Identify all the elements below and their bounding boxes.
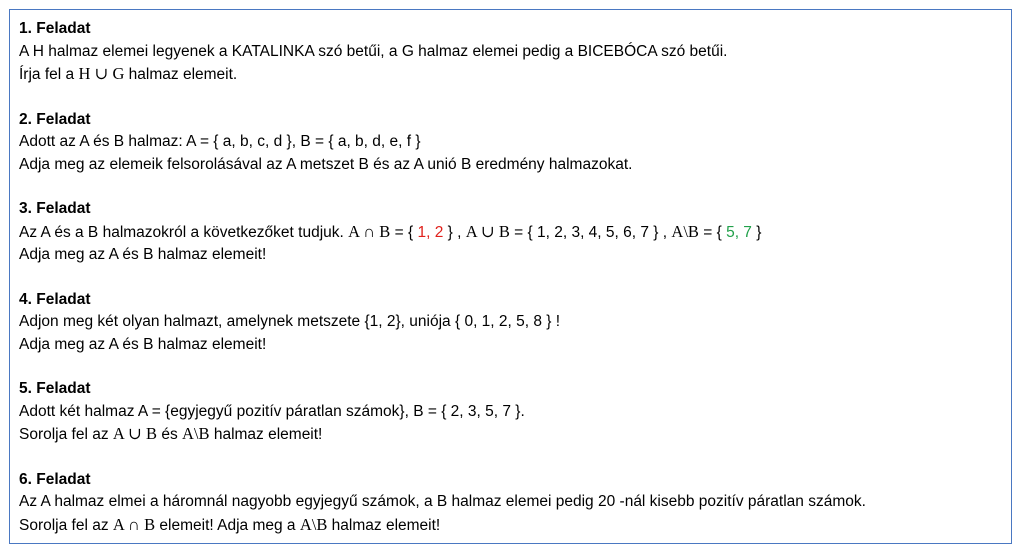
- text-segment: halmaz elemeit!: [327, 516, 441, 534]
- text-segment: Írja fel a: [19, 66, 79, 83]
- task-title: 1. Feladat: [19, 20, 91, 37]
- task-title: 6. Feladat: [19, 470, 91, 488]
- text-segment: halmaz elemeit.: [124, 66, 238, 83]
- text-segment: = {: [390, 223, 418, 241]
- task-title: 4. Feladat: [19, 290, 91, 308]
- task-5: [19, 378, 1011, 447]
- math-expression: A\B: [182, 424, 210, 443]
- text-segment: = { 1, 2, 3, 4, 5, 6, 7 } ,: [509, 223, 672, 241]
- task-title: 3. Feladat: [19, 200, 91, 217]
- task-6: [19, 469, 1011, 538]
- math-expression: A ∪ B: [465, 221, 510, 241]
- task-question: [19, 63, 1011, 87]
- text-segment: és: [157, 426, 182, 443]
- task-question: [19, 514, 1011, 538]
- text-segment: elemeit! Adja meg a: [155, 516, 300, 534]
- text-segment: Sorolja fel az: [19, 516, 113, 534]
- text-segment: = {: [698, 223, 727, 241]
- task-text: Adjon meg két olyan halmazt, amelynek metszete {1, 2}, uniója { 0, 1, 2, 5, 8 } !: [19, 313, 561, 330]
- task-2: [19, 109, 1011, 177]
- math-expression: A\B: [299, 514, 328, 534]
- exercise-box: [9, 9, 1012, 544]
- task-3: [19, 198, 1011, 267]
- text-segment: Sorolja fel az: [19, 426, 113, 443]
- math-expression: A\B: [671, 221, 699, 241]
- task-question: Adja meg az A és B halmaz elemeit!: [19, 246, 267, 263]
- task-title: 2. Feladat: [19, 110, 91, 128]
- math-expression: H ∪ G: [78, 64, 125, 83]
- text-segment: halmaz elemeit!: [209, 426, 323, 443]
- task-question: Adja meg az A és B halmaz elemeit!: [19, 335, 267, 353]
- text-segment: }: [751, 223, 762, 241]
- task-text: [19, 221, 1011, 245]
- task-text: A H halmaz elemei legyenek a KATALINKA szó betűi, a G halmaz elemei pedig a BICEBÓCA szó betűi.: [19, 42, 728, 60]
- task-4: [19, 289, 1011, 357]
- task-title: 5. Feladat: [19, 380, 91, 397]
- task-question: [19, 423, 1011, 447]
- task-1: [19, 18, 1011, 87]
- math-expression: A ∩ B: [112, 514, 156, 534]
- math-expression: A ∩ B: [348, 221, 391, 241]
- math-expression: A ∪ B: [112, 424, 158, 443]
- highlight-green: 5, 7: [726, 223, 752, 241]
- text-segment: } ,: [443, 223, 466, 241]
- task-text: Az A halmaz elmei a háromnál nagyobb egyjegyű számok, a B halmaz elemei pedig 20 -nál kisebb pozitív páratlan számok.: [19, 493, 866, 510]
- task-question: Adja meg az elemeik felsorolásával az A metszet B és az A unió B eredmény halmazokat.: [19, 155, 633, 173]
- text-segment: Az A és a B halmazokról a következőket tudjuk.: [19, 223, 349, 241]
- task-text: Adott két halmaz A = {egyjegyű pozitív páratlan számok}, B = { 2, 3, 5, 7 }.: [19, 402, 525, 420]
- highlight-red: 1, 2: [417, 223, 444, 241]
- task-text: Adott az A és B halmaz: A = { a, b, c, d }, B = { a, b, d, e, f }: [19, 133, 421, 150]
